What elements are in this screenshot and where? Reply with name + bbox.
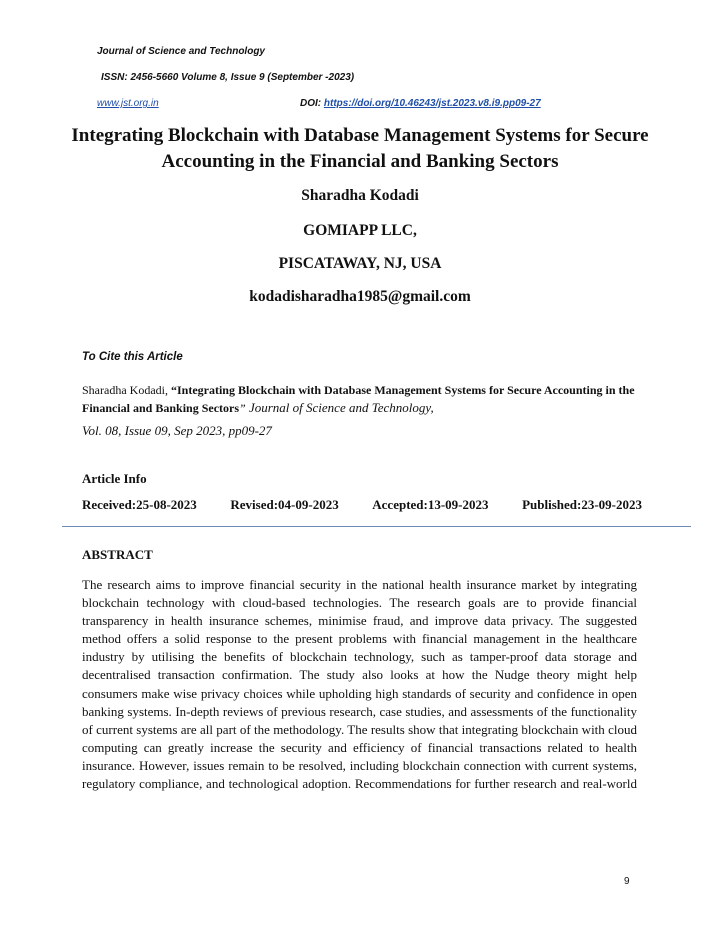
accepted-date: Accepted:13-09-2023 <box>372 497 489 512</box>
received-date: Received:25-08-2023 <box>82 497 197 512</box>
author-name: Sharadha Kodadi <box>301 187 419 204</box>
website-link[interactable]: www.jst.org.in <box>97 98 159 109</box>
doi-line <box>300 98 541 109</box>
citation-close-quote: ” <box>239 401 246 415</box>
section-divider <box>62 526 691 527</box>
article-info-heading: Article Info <box>82 471 147 486</box>
cite-heading: To Cite this Article <box>82 351 183 363</box>
author-email: kodadisharadha1985@gmail.com <box>249 288 471 305</box>
citation-journal: Journal of Science and Technology, <box>245 400 434 415</box>
author-affiliation: GOMIAPP LLC, <box>303 222 417 239</box>
citation-title: Integrating Blockchain with Database Management Systems for Secure Accounting in the Financial and Banking Sectors <box>82 383 635 415</box>
page-number: 9 <box>624 876 630 887</box>
revised-date: Revised:04-09-2023 <box>230 497 339 512</box>
doi-label: DOI: <box>300 98 324 109</box>
author-location: PISCATAWAY, NJ, USA <box>278 255 442 272</box>
doi-link[interactable]: https://doi.org/10.46243/jst.2023.v8.i9.pp09-27 <box>323 98 541 109</box>
citation-volume: Vol. 08, Issue 09, Sep 2023, pp09-27 <box>82 423 272 438</box>
issn-line: ISSN: 2456-5660 Volume 8, Issue 9 (September -2023) <box>101 72 355 83</box>
journal-name: Journal of Science and Technology <box>97 46 265 57</box>
citation-text <box>82 382 642 417</box>
citation-open-quote: “ <box>170 383 177 397</box>
abstract-heading: ABSTRACT <box>82 547 153 562</box>
paper-title: Integrating Blockchain with Database Management Systems for Secure Accounting in the Financial and Banking Sectors <box>71 125 649 172</box>
published-date: Published:23-09-2023 <box>522 497 642 512</box>
article-dates <box>82 497 642 513</box>
citation-author: Sharadha Kodadi, <box>82 383 171 397</box>
abstract-body: The research aims to improve financial security in the national health insurance market by integrating blockchain technology with cloud-based technologies. The research goals are to provide financial transparency in health insurance schemes, minimise fraud, and improve data privacy. The suggested method offers a solid response to the present problems with financial management in the healthcare industry by utilising the benefits of blockchain technology, such as tamper-proof data storage and decentralised transaction confirmation. The study also looks at how the Nudge theory might help consumers make wise privacy choices while upholding high standards of security and confidence in open banking systems. In-depth reviews of previous research, case studies, and assessments of the functionality of current systems are all part of the methodology. The results show that integrating blockchain with cloud computing can greatly increase the security and efficiency of financial transactions related to health insurance. However, issues remain to be resolved, including blockchain connection with current systems, regulatory compliance, and technological adoption. Recommendations for further research and real-world <box>82 577 637 792</box>
